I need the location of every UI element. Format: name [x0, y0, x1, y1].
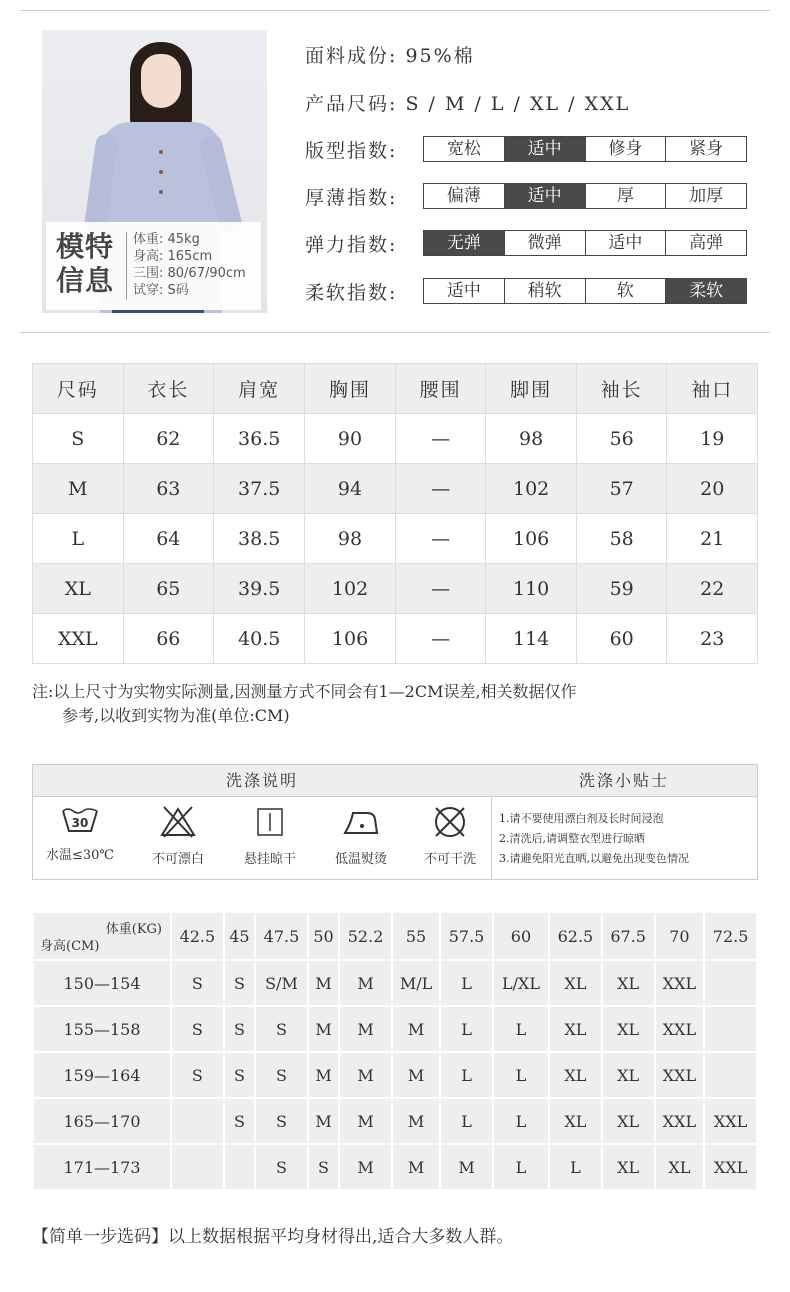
scale-option: 适中	[446, 281, 481, 301]
table-cell: XL	[602, 1006, 655, 1052]
scale-option: 稍软	[504, 279, 585, 303]
table-cell: XXL	[704, 1098, 757, 1144]
table-cell: XL	[602, 1144, 655, 1190]
header-cell: 袖口	[667, 364, 758, 414]
table-cell: L/XL	[493, 960, 549, 1006]
height-cell: 165—170	[33, 1098, 171, 1144]
table-row	[33, 1098, 757, 1144]
table-cell: XXL	[655, 960, 705, 1006]
table-cell: 106	[486, 514, 577, 564]
height-cell: 150—154	[33, 960, 171, 1006]
table-cell: S	[171, 1052, 224, 1098]
table-cell: S	[33, 414, 124, 464]
weight-cell: 62.5	[549, 912, 602, 960]
top-divider	[20, 10, 770, 11]
softness-index-label: 柔软指数:	[305, 282, 398, 304]
list-item: 1.请不要使用漂白剂及长时间浸泡	[499, 812, 664, 825]
wash-30-icon: 30 水温≤30℃	[35, 805, 125, 863]
table-cell: 62	[123, 414, 214, 464]
scale-option: 偏薄	[446, 186, 481, 206]
table-cell	[171, 1098, 224, 1144]
table-row	[33, 614, 758, 664]
fit-index-label: 版型指数:	[305, 140, 398, 162]
low-iron-icon: 低温熨烫	[316, 805, 406, 867]
table-cell: 58	[576, 514, 667, 564]
table-cell: S	[224, 1006, 255, 1052]
height-cell: 159—164	[33, 1052, 171, 1098]
wash-tips	[499, 809, 689, 869]
table-cell	[704, 1052, 757, 1098]
table-cell: 110	[486, 564, 577, 614]
table-cell: M	[308, 1052, 339, 1098]
header-cell: 胸围	[305, 364, 396, 414]
no-dry-clean-icon: 不可干洗	[405, 805, 495, 867]
table-cell: 98	[486, 414, 577, 464]
table-cell: 98	[305, 514, 396, 564]
table-cell	[704, 960, 757, 1006]
scale-option: 厚	[585, 184, 666, 208]
table-cell: 94	[305, 464, 396, 514]
header-cell: 尺码	[33, 364, 124, 414]
table-cell: S/M	[255, 960, 308, 1006]
table-cell: —	[395, 514, 486, 564]
table-cell: XL	[549, 960, 602, 1006]
weight-cell: 67.5	[602, 912, 655, 960]
table-cell	[171, 1144, 224, 1190]
hang-dry-icon: 悬挂晾干	[225, 805, 315, 867]
elasticity-index-label: 弹力指数:	[305, 234, 398, 256]
scale-option: 软	[585, 279, 666, 303]
table-cell: M	[392, 1144, 440, 1190]
table-cell: S	[308, 1144, 339, 1190]
table-row	[33, 1006, 757, 1052]
table-cell: XL	[549, 1052, 602, 1098]
weight-cell: 60	[493, 912, 549, 960]
weight-cell: 52.2	[339, 912, 392, 960]
table-cell: S	[255, 1098, 308, 1144]
table-cell	[224, 1144, 255, 1190]
table-row	[33, 414, 758, 464]
table-cell: M	[33, 464, 124, 514]
table-cell: M	[339, 1006, 392, 1052]
size-spec: 产品尺码: S / M / L / XL / XXL	[305, 93, 631, 115]
table-cell: M	[308, 1098, 339, 1144]
table-cell: XXL	[655, 1006, 705, 1052]
table-cell: S	[224, 1052, 255, 1098]
table-cell: M	[339, 1098, 392, 1144]
fit-index-scale	[423, 136, 747, 162]
table-cell: 39.5	[214, 564, 305, 614]
thickness-index-scale	[423, 183, 747, 209]
no-bleach-icon: 不可漂白	[133, 805, 223, 867]
wash-icons	[33, 797, 492, 879]
table-cell: 60	[576, 614, 667, 664]
table-cell: 64	[123, 514, 214, 564]
scale-option: 加厚	[665, 184, 746, 208]
table-cell: S	[171, 960, 224, 1006]
table-cell: 56	[576, 414, 667, 464]
height-cell: 171—173	[33, 1144, 171, 1190]
weight-cell: 70	[655, 912, 705, 960]
table-cell: XL	[602, 960, 655, 1006]
table-cell: XXL	[655, 1098, 705, 1144]
scale-option: 无弹	[424, 231, 504, 255]
table-cell: L	[440, 1006, 493, 1052]
table-cell: XL	[549, 1006, 602, 1052]
thickness-index-label: 厚薄指数:	[305, 187, 398, 209]
footer-note: 【简单一步选码】以上数据根据平均身材得出,适合大多数人群。	[32, 1227, 514, 1247]
header-cell: 衣长	[123, 364, 214, 414]
table-cell: 23	[667, 614, 758, 664]
list-item: 3.请避免阳光直晒,以避免出现变色情况	[499, 852, 689, 865]
table-cell: S	[171, 1006, 224, 1052]
table-cell: M	[440, 1144, 493, 1190]
size-table	[32, 363, 758, 664]
table-cell: S	[255, 1006, 308, 1052]
table-cell: 20	[667, 464, 758, 514]
height-cell: 155—158	[33, 1006, 171, 1052]
table-cell: 57	[576, 464, 667, 514]
scale-option: 高弹	[665, 231, 746, 255]
table-cell: 36.5	[214, 414, 305, 464]
table-cell: XXL	[33, 614, 124, 664]
weight-cell: 57.5	[440, 912, 493, 960]
wash-title: 洗涤说明	[33, 765, 492, 797]
table-cell: 102	[305, 564, 396, 614]
table-cell: L	[33, 514, 124, 564]
table-cell: —	[395, 414, 486, 464]
table-row	[33, 1052, 757, 1098]
header-cell: 肩宽	[214, 364, 305, 414]
table-row	[33, 464, 758, 514]
header-cell: 腰围	[395, 364, 486, 414]
table-cell: XL	[602, 1098, 655, 1144]
table-cell: M	[308, 960, 339, 1006]
scale-option: 微弹	[504, 231, 585, 255]
table-cell: 59	[576, 564, 667, 614]
wash-tips-title: 洗涤小贴士	[491, 765, 757, 797]
table-cell: XXL	[655, 1052, 705, 1098]
model-measurements: 体重: 45kg 身高: 165cm 三围: 80/67/90cm 试穿: S码	[133, 232, 246, 298]
table-cell: XL	[33, 564, 124, 614]
table-corner: 体重(KG) 身高(CM)	[33, 912, 171, 960]
model-info-box	[46, 222, 261, 310]
table-cell: S	[255, 1144, 308, 1190]
elasticity-index-scale	[423, 230, 747, 256]
weight-cell: 50	[308, 912, 339, 960]
wash-temp-text: 30	[71, 816, 89, 830]
table-cell: 21	[667, 514, 758, 564]
table-cell: L	[493, 1144, 549, 1190]
size-recommendation-table	[32, 911, 758, 1191]
table-cell: M	[308, 1006, 339, 1052]
table-cell: —	[395, 614, 486, 664]
table-cell: 66	[123, 614, 214, 664]
softness-index-scale	[423, 278, 747, 304]
scale-option: 紧身	[665, 137, 746, 161]
scale-option: 适中	[504, 137, 585, 161]
section-divider	[20, 332, 770, 333]
wash-section	[32, 764, 758, 880]
weight-cell: 47.5	[255, 912, 308, 960]
weight-cell: 42.5	[171, 912, 224, 960]
table-cell: L	[549, 1144, 602, 1190]
table-cell: M	[339, 1144, 392, 1190]
table-cell	[704, 1006, 757, 1052]
weight-cell: 55	[392, 912, 440, 960]
table-row	[33, 564, 758, 614]
table-cell: L	[493, 1098, 549, 1144]
table-cell: M/L	[392, 960, 440, 1006]
table-cell: 102	[486, 464, 577, 514]
weight-header-row	[33, 912, 757, 960]
table-cell: L	[440, 1052, 493, 1098]
table-cell: M	[339, 1052, 392, 1098]
table-cell: M	[392, 1006, 440, 1052]
table-cell: L	[493, 1006, 549, 1052]
table-cell: XL	[549, 1098, 602, 1144]
table-cell: 37.5	[214, 464, 305, 514]
weight-cell: 45	[224, 912, 255, 960]
table-cell: S	[255, 1052, 308, 1098]
scale-option: 修身	[585, 137, 666, 161]
header-cell: 脚围	[486, 364, 577, 414]
model-info-badge: 模特 信息	[56, 230, 115, 297]
table-cell: M	[392, 1098, 440, 1144]
table-cell: 106	[305, 614, 396, 664]
scale-option: 宽松	[446, 139, 481, 159]
table-cell: 40.5	[214, 614, 305, 664]
table-cell: 90	[305, 414, 396, 464]
table-row	[33, 960, 757, 1006]
scale-option: 适中	[504, 184, 585, 208]
table-cell: L	[440, 960, 493, 1006]
table-cell: M	[339, 960, 392, 1006]
fabric-spec: 面料成份: 95%棉	[305, 45, 475, 67]
table-cell: L	[493, 1052, 549, 1098]
scale-option: 适中	[585, 231, 666, 255]
list-item: 2.清洗后,请调整衣型进行晾晒	[499, 832, 645, 845]
table-cell: —	[395, 464, 486, 514]
table-cell: —	[395, 564, 486, 614]
table-cell: XL	[602, 1052, 655, 1098]
header-cell: 袖长	[576, 364, 667, 414]
table-row	[33, 514, 758, 564]
table-cell: XL	[655, 1144, 705, 1190]
table-cell: 63	[123, 464, 214, 514]
model-photo	[42, 30, 267, 313]
table-cell: 65	[123, 564, 214, 614]
size-table-header	[33, 364, 758, 414]
scale-option: 柔软	[665, 279, 746, 303]
table-cell: L	[440, 1098, 493, 1144]
table-cell: 38.5	[214, 514, 305, 564]
table-cell: S	[224, 960, 255, 1006]
measurement-note: 注:以上尺寸为实物实际测量,因测量方式不同会有1—2CM误差,相关数据仅作 参考,以收到实物为准(单位:CM)	[32, 682, 577, 725]
table-cell: 114	[486, 614, 577, 664]
table-cell: S	[224, 1098, 255, 1144]
table-row	[33, 1144, 757, 1190]
table-cell: 22	[667, 564, 758, 614]
table-cell: XXL	[704, 1144, 757, 1190]
table-cell: 19	[667, 414, 758, 464]
table-cell: M	[392, 1052, 440, 1098]
weight-cell: 72.5	[704, 912, 757, 960]
